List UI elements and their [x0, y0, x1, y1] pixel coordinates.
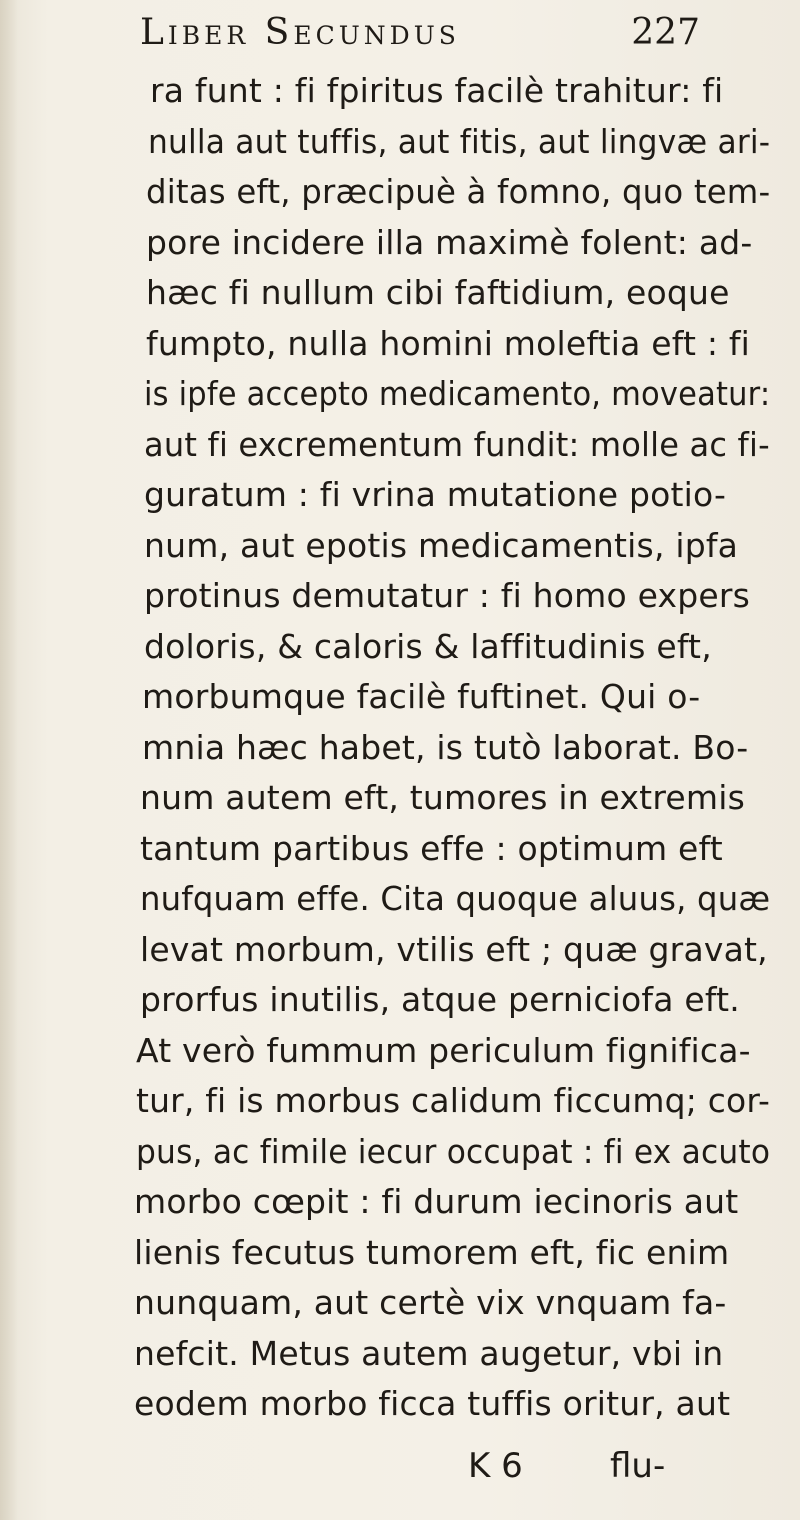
- text-line: prorfus inutilis, atque perniciofa eft.: [140, 980, 740, 1019]
- text-line: At verò fummum periculum fignifica-: [136, 1030, 751, 1070]
- text-line: nulla aut tuffis, aut fitis, aut lingvæ ari-: [148, 121, 771, 161]
- text-line: eodem morbo ficca tuffis oritur, aut: [134, 1384, 731, 1423]
- catchline: [0, 1446, 800, 1490]
- running-head: [140, 12, 700, 68]
- text-line: num, aut epotis medicamentis, ipfa: [144, 525, 739, 565]
- text-line: morbo cœpit : fi durum iecinoris aut: [134, 1182, 739, 1221]
- text-line: tantum partibus effe : optimum eft: [140, 828, 723, 868]
- text-line: nunquam, aut certè vix vnquam fa-: [134, 1283, 727, 1322]
- text-line: protinus demutatur : fi homo expers: [144, 576, 751, 615]
- running-title: Liber Secundus: [140, 12, 460, 53]
- page-number: 227: [631, 12, 700, 53]
- text-line: guratum : fi vrina mutatione potio-: [144, 475, 727, 514]
- text-line: mnia hæc habet, is tutò laborat. Bo-: [142, 727, 749, 767]
- text-line: levat morbum, vtilis eft ; quæ gravat,: [140, 929, 768, 969]
- text-line: doloris, & caloris & laffitudinis eft,: [144, 626, 712, 666]
- text-line: nufquam effe. Cita quoque aluus, quæ: [140, 879, 771, 918]
- text-line: ditas eft, præcipuè à fomno, quo tem-: [146, 172, 771, 211]
- text-line: num autem eft, tumores in extremis: [140, 778, 745, 817]
- text-line: tur, fi is morbus calidum ficcumq; cor-: [136, 1081, 771, 1120]
- text-line: nefcit. Metus autem augetur, vbi in: [134, 1333, 724, 1373]
- text-line: aut fi excrementum fundit: molle ac fi-: [144, 424, 770, 464]
- text-line: lienis fecutus tumorem eft, fic enim: [134, 1232, 730, 1272]
- text-line: pore incidere illa maximè folent: ad-: [146, 222, 753, 262]
- text-line: morbumque facilè fuftinet. Qui o-: [142, 677, 701, 716]
- text-line: is ipfe accepto medicamento, moveatur:: [144, 374, 771, 413]
- text-line: hæc fi nullum cibi faftidium, eoque: [146, 273, 730, 312]
- text-line: pus, ac fimile iecur occupat : fi ex acuto: [136, 1131, 771, 1171]
- signature-mark: K 6: [468, 1446, 523, 1486]
- page-gutter-shadow: [0, 0, 18, 1520]
- text-line: fumpto, nulla homini moleftia eft : fi: [146, 323, 751, 363]
- text-line: ra funt : fi fpiritus facilè trahitur: fi: [150, 71, 724, 110]
- catchword: flu-: [610, 1446, 666, 1486]
